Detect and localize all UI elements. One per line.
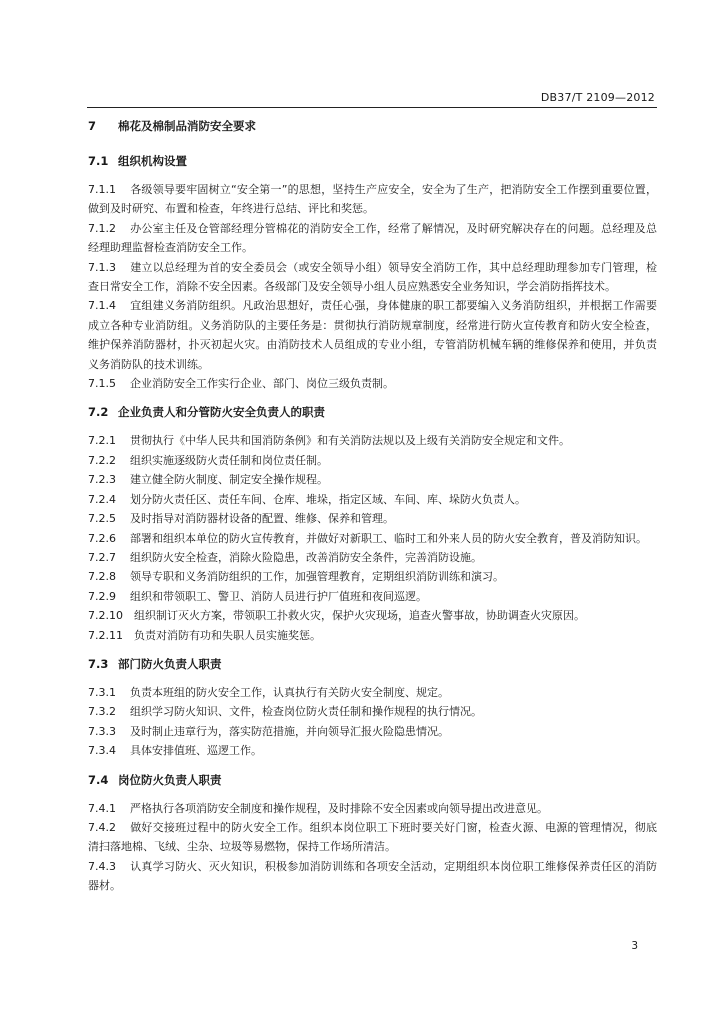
header-rule [87, 107, 657, 108]
clause-paragraph [88, 470, 657, 489]
clause-number: 7.4.2 [88, 820, 116, 834]
clause-text: 做好交接班过程中的防火安全工作。组织本岗位职工下班时要关好门窗，检查火源、电源的管理情况，彻底清扫落地棉、飞绒、尘杂、垃圾等易燃物，保持工作场所清洁。 [88, 820, 657, 854]
clause-paragraph [88, 490, 657, 509]
clause-number: 7.2.10 [88, 609, 123, 623]
clause-text: 划分防火责任区、责任车间、仓库、堆垛，指定区域、车间、库、垛防火负责人。 [130, 492, 526, 506]
clause-number: 7.2.1 [88, 434, 116, 448]
clause-number: 7.2.4 [88, 492, 116, 506]
clause-number: 7.2.6 [88, 531, 116, 545]
clause-paragraph [88, 567, 657, 586]
clause-text: 组织和带领职工、警卫、消防人员进行护厂值班和夜间巡逻。 [130, 589, 427, 603]
sections-container [88, 152, 657, 896]
clause-text: 组织实施逐级防火责任制和岗位责任制。 [130, 453, 328, 467]
section-heading [88, 771, 657, 789]
clause-number: 7.3.1 [88, 685, 116, 699]
clause-paragraph [88, 818, 657, 857]
section-heading [88, 655, 657, 673]
clause-text: 组织制订灭火方案，带领职工扑救火灾，保护火灾现场，追查火警事故，协助调查火灾原因。 [134, 609, 585, 623]
clause-text: 企业消防安全工作实行企业、部门、岗位三级负责制。 [130, 377, 394, 391]
chapter-title: 棉花及棉制品消防安全要求 [118, 119, 256, 133]
clause-number: 7.1.4 [88, 299, 116, 313]
clause-paragraph [88, 857, 657, 896]
clause-text: 组织防火安全检查，消除火险隐患，改善消防安全条件，完善消防设施。 [130, 550, 482, 564]
clause-text: 负责本班组的防火安全工作，认真执行有关防火安全制度、规定。 [130, 685, 449, 699]
page-number: 3 [631, 940, 638, 952]
clause-paragraph [88, 431, 657, 450]
clause-paragraph [88, 702, 657, 721]
clause-text: 具体安排值班、巡逻工作。 [130, 744, 262, 758]
clause-number: 7.2.11 [88, 628, 123, 642]
clause-paragraph [88, 587, 657, 606]
clause-number: 7.1.3 [88, 260, 116, 274]
clause-text: 领导专职和义务消防组织的工作，加强管理教育，定期组织消防训练和演习。 [130, 570, 504, 584]
section-heading [88, 152, 657, 170]
clause-number: 7.3.3 [88, 724, 116, 738]
document-code: DB37/T 2109—2012 [540, 91, 655, 104]
clause-text: 建立健全防火制度、制定安全操作规程。 [130, 473, 328, 487]
clause-text: 认真学习防火、灭火知识，积极参加消防训练和各项安全活动，定期组织本岗位职工维修保养责任区的消防器材。 [88, 859, 657, 893]
clause-paragraph [88, 374, 657, 393]
clause-paragraph [88, 741, 657, 760]
clause-number: 7.2.7 [88, 550, 116, 564]
clause-paragraph [88, 799, 657, 818]
clause-text: 贯彻执行《中华人民共和国消防条例》和有关消防法规以及上级有关消防安全规定和文件。 [130, 434, 570, 448]
clause-text: 及时制止违章行为，落实防范措施，并向领导汇报火险隐患情况。 [130, 724, 449, 738]
section-number: 7.3 [88, 656, 109, 671]
clause-paragraph [88, 626, 657, 645]
section-title: 企业负责人和分管防火安全负责人的职责 [118, 405, 325, 420]
clause-text: 严格执行各项消防安全制度和操作规程，及时排除不安全因素或向领导提出改进意见。 [130, 801, 548, 815]
clause-number: 7.2.9 [88, 589, 116, 603]
clause-paragraph [88, 451, 657, 470]
clause-text: 宜组建义务消防组织。凡政治思想好，责任心强，身体健康的职工都要编入义务消防组织，并根据工作需要成立各种专业消防组。义务消防队的主要任务是：贯彻执行消防规章制度，经常进行防火宣传教育和防火安全检查，维护保养消防器材，扑灭初起火灾。由消防技术人员组成的专业小组，专管消防机械车辆的维修保养和使用，并负责义务消防队的技术训练。 [88, 299, 657, 371]
clause-text: 负责对消防有功和失职人员实施奖惩。 [134, 628, 321, 642]
clause-number: 7.1.2 [88, 221, 116, 235]
clause-paragraph [88, 548, 657, 567]
clause-paragraph [88, 180, 657, 219]
clause-paragraph [88, 509, 657, 528]
clause-paragraph [88, 722, 657, 741]
clause-text: 部署和组织本单位的防火宣传教育，并做好对新职工、临时工和外来人员的防火安全教育，普及消防知识。 [130, 531, 647, 545]
section-title: 组织机构设置 [118, 154, 187, 168]
section-heading [88, 403, 657, 421]
clause-paragraph [88, 606, 657, 625]
chapter-heading [88, 117, 657, 135]
clause-number: 7.3.2 [88, 705, 116, 719]
section-number: 7.4 [88, 772, 109, 787]
clause-paragraph [88, 683, 657, 702]
clause-text: 办公室主任及仓管部经理分管棉花的消防安全工作，经常了解情况，及时研究解决存在的问题。总经理及总经理助理监督检查消防安全工作。 [88, 221, 657, 255]
section-title: 部门防火负责人职责 [118, 656, 222, 671]
clause-paragraph [88, 258, 657, 297]
clause-text: 各级领导要牢固树立“安全第一”的思想，坚持生产应安全，安全为了生产，把消防安全工作摆到重要位置，做到及时研究、布置和检查，年终进行总结、评比和奖惩。 [88, 183, 657, 216]
section-title: 岗位防火负责人职责 [118, 772, 222, 787]
clause-number: 7.2.2 [88, 453, 116, 467]
clause-text: 建立以总经理为首的安全委员会（或安全领导小组）领导安全消防工作，其中总经理助理参加专门管理，检查日常安全工作，消除不安全因素。各级部门及安全领导小组人员应熟悉安全业务知识，学会消防指挥技术。 [88, 260, 657, 294]
clause-text: 组织学习防火知识、文件，检查岗位防火责任制和操作规程的执行情况。 [130, 705, 482, 719]
clause-paragraph [88, 219, 657, 258]
clause-number: 7.1.1 [88, 183, 116, 196]
clause-paragraph [88, 296, 657, 374]
section-number: 7.1 [88, 154, 109, 168]
clause-text: 及时指导对消防器材设备的配置、维修、保养和管理。 [130, 512, 394, 526]
section-number: 7.2 [88, 405, 109, 420]
clause-number: 7.1.5 [88, 377, 116, 391]
clause-number: 7.2.3 [88, 473, 116, 487]
clause-number: 7.2.5 [88, 512, 116, 526]
clause-number: 7.3.4 [88, 744, 116, 758]
clause-number: 7.2.8 [88, 570, 116, 584]
clause-number: 7.4.1 [88, 801, 116, 815]
page-content [88, 117, 657, 896]
clause-paragraph [88, 529, 657, 548]
clause-number: 7.4.3 [88, 859, 116, 873]
chapter-number: 7 [88, 119, 97, 133]
